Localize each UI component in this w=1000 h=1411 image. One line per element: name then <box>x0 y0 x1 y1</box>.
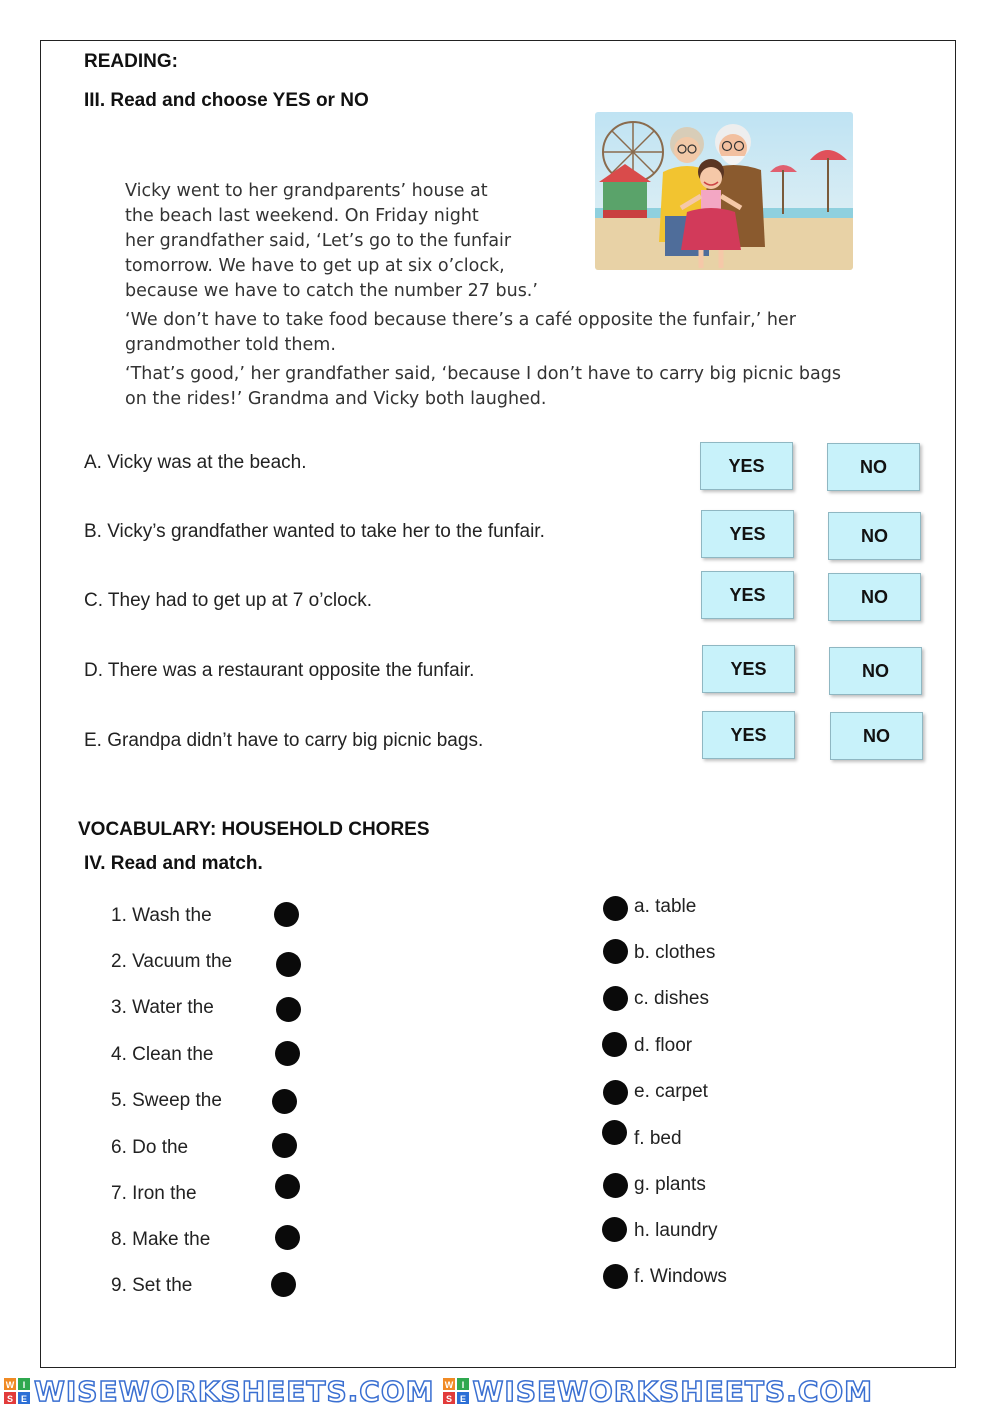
match-left-item: 3. Water the <box>111 997 214 1018</box>
match-right-dot[interactable] <box>602 1032 627 1057</box>
logo-letter: W <box>5 1380 15 1390</box>
passage-line: because we have to catch the number 27 bus.’ <box>125 281 538 301</box>
match-left-dot[interactable] <box>274 902 299 927</box>
passage-line: Vicky went to her grandparents’ house at <box>125 181 488 201</box>
match-right-item: e. carpet <box>634 1081 708 1102</box>
match-left-item: 8. Make the <box>111 1229 211 1250</box>
match-left-item: 5. Sweep the <box>111 1090 222 1111</box>
match-left-item: 6. Do the <box>111 1137 189 1158</box>
question-a: A. Vicky was at the beach. <box>84 452 307 473</box>
match-left-dot[interactable] <box>272 1133 297 1158</box>
passage-line: on the rides!’ Grandma and Vicky both laughed. <box>125 389 547 409</box>
question-d: D. There was a restaurant opposite the funfair. <box>84 660 475 681</box>
passage-body <box>125 362 841 412</box>
vocabulary-heading: VOCABULARY: HOUSEHOLD CHORES <box>78 819 430 840</box>
passage-line: ‘That’s good,’ her grandfather said, ‘because I don’t have to carry big picnic bags <box>125 364 841 384</box>
no-button[interactable]: NO <box>830 712 923 760</box>
match-right-dot[interactable] <box>603 1264 628 1289</box>
match-right-item: b. clothes <box>634 942 716 963</box>
question-b: B. Vicky’s grandfather wanted to take her to the funfair. <box>84 521 545 542</box>
match-right-dot[interactable] <box>603 896 628 921</box>
match-left-dot[interactable] <box>275 1225 300 1250</box>
match-left-item: 2. Vacuum the <box>111 951 233 972</box>
yes-button[interactable]: YES <box>701 510 794 558</box>
logo-letter: W <box>444 1380 453 1390</box>
logo-letter: E <box>459 1394 466 1404</box>
match-right-item: h. laundry <box>634 1220 718 1241</box>
question-e: E. Grandpa didn’t have to carry big picnic bags. <box>84 730 484 751</box>
match-right-dot[interactable] <box>603 986 628 1011</box>
brand-block <box>4 1375 435 1408</box>
brand-block <box>443 1375 874 1408</box>
yes-button[interactable]: YES <box>701 571 794 619</box>
match-right-item: a. table <box>634 896 697 917</box>
brand-text: WISEWORKSHEETS.COM <box>472 1374 874 1408</box>
passage-body <box>125 308 796 358</box>
passage-line: tomorrow. We have to get up at six o’clock, <box>125 256 505 276</box>
question-c: C. They had to get up at 7 o’clock. <box>84 590 372 611</box>
match-left-item: 9. Set the <box>111 1275 193 1296</box>
yes-button[interactable]: YES <box>702 645 795 693</box>
match-right-dot[interactable] <box>602 1120 627 1145</box>
match-left-dot[interactable] <box>272 1089 297 1114</box>
match-left-item: 4. Clean the <box>111 1044 214 1065</box>
match-right-item: g. plants <box>634 1174 706 1195</box>
logo-letter: I <box>461 1380 464 1390</box>
brand-logo-icon <box>4 1378 30 1404</box>
logo-letter: S <box>6 1394 14 1404</box>
match-right-dot[interactable] <box>603 939 628 964</box>
match-left-dot[interactable] <box>276 997 301 1022</box>
vocabulary-section-title: IV. Read and match. <box>84 853 263 874</box>
logo-letter: S <box>445 1394 452 1404</box>
passage-line: the beach last weekend. On Friday night <box>125 206 479 226</box>
match-right-dot[interactable] <box>603 1173 628 1198</box>
match-left-dot[interactable] <box>275 1041 300 1066</box>
brand-text: WISEWORKSHEETS.COM <box>34 1374 435 1408</box>
match-right-dot[interactable] <box>603 1080 628 1105</box>
match-right-item: f. bed <box>634 1128 682 1149</box>
no-button[interactable]: NO <box>827 443 920 491</box>
match-left-dot[interactable] <box>275 1174 300 1199</box>
logo-letter: E <box>20 1394 28 1404</box>
passage-line: ‘We don’t have to take food because there’s a café opposite the funfair,’ her <box>125 310 796 330</box>
match-left-dot[interactable] <box>276 952 301 977</box>
match-right-item: c. dishes <box>634 988 709 1009</box>
match-right-item: d. floor <box>634 1035 693 1056</box>
no-button[interactable]: NO <box>829 647 922 695</box>
yes-button[interactable]: YES <box>702 711 795 759</box>
grandparents-illustration <box>595 112 853 270</box>
reading-section-title: III. Read and choose YES or NO <box>84 90 369 111</box>
yes-button[interactable]: YES <box>700 442 793 490</box>
passage-line: her grandfather said, ‘Let’s go to the funfair <box>125 231 512 251</box>
match-left-dot[interactable] <box>271 1272 296 1297</box>
passage-wrapped <box>125 179 538 304</box>
no-button[interactable]: NO <box>828 512 921 560</box>
match-left-item: 7. Iron the <box>111 1183 197 1204</box>
match-right-item: f. Windows <box>634 1266 727 1287</box>
match-left-item: 1. Wash the <box>111 905 212 926</box>
no-button[interactable]: NO <box>828 573 921 621</box>
brand-logo-icon <box>443 1378 469 1404</box>
reading-heading: READING: <box>84 51 178 72</box>
footer-brand-bar <box>0 1371 1000 1411</box>
passage-line: grandmother told them. <box>125 335 336 355</box>
match-right-dot[interactable] <box>602 1217 627 1242</box>
logo-letter: I <box>22 1380 26 1390</box>
